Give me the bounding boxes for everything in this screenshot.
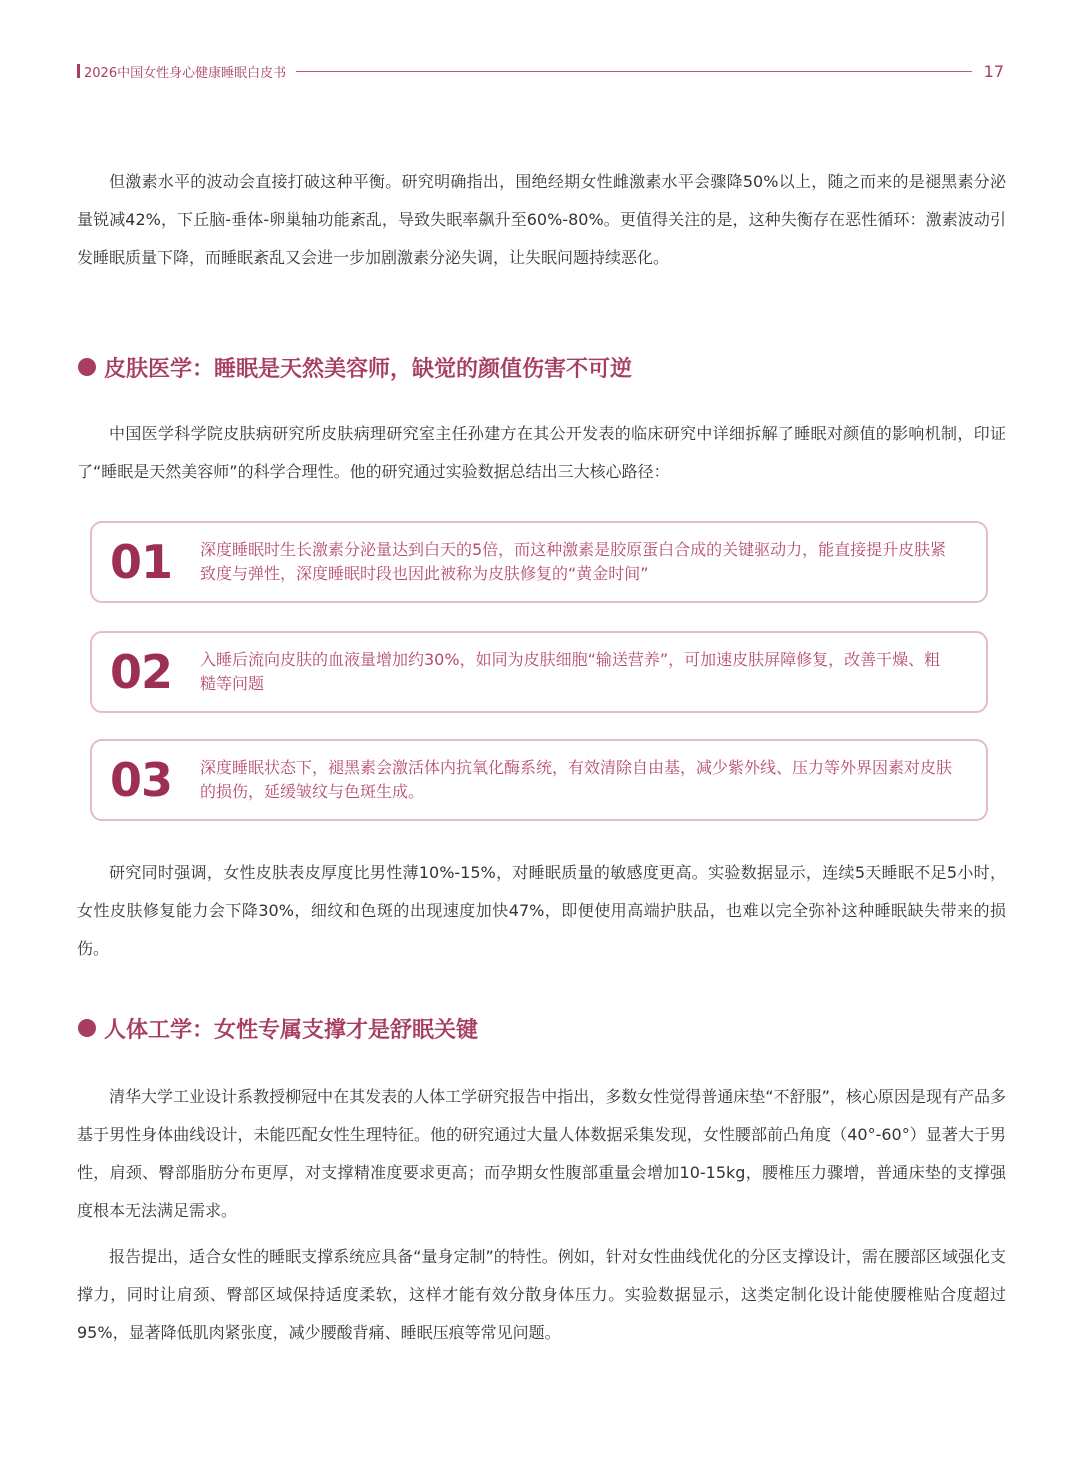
header-title: 2026中国女性身心健康睡眠白皮书 (84, 65, 287, 81)
skin-intro-paragraph: 中国医学科学院皮肤病研究所皮肤病理研究室主任孙建方在其公开发表的临床研究中详细拆解了睡眠对颜值的影响机制，印证了“睡眠是天然美容师”的科学合理性。他的研究通过实验数据总结出三大核心路径： (77, 424, 1006, 481)
card-number: 01 (110, 535, 173, 589)
section-heading-ergonomics (78, 1013, 478, 1043)
page-header (77, 56, 1004, 86)
page-number: 17 (983, 61, 1004, 81)
card-number: 03 (110, 753, 173, 807)
section-heading-text: 皮肤医学：睡眠是天然美容师，缺觉的颜值伤害不可逆 (104, 356, 633, 382)
card-text: 深度睡眠状态下，褪黑素会激活体内抗氧化酶系统，有效清除自由基，减少紫外线、压力等外界因素对皮肤的损伤，延缓皱纹与色斑生成。 (200, 758, 953, 801)
bullet-dot-icon (78, 358, 96, 376)
ergonomics-paragraph-1: 清华大学工业设计系教授柳冠中在其发表的人体工学研究报告中指出，多数女性觉得普通床垫“不舒服”，核心原因是现有产品多基于男性身体曲线设计，未能匹配女性生理特征。他的研究通过大量人体数据采集发现，女性腰部前凸角度（40°-60°）显著大于男性，肩颈、臀部脂肪分布更厚，对支撑精准度要求更高；而孕期女性腹部重量会增加10-15kg，腰椎压力骤增，普通床垫的支撑强度根本无法满足需求。 (77, 1087, 1006, 1220)
finding-card-2 (90, 631, 988, 713)
card-text: 入睡后流向皮肤的血液量增加约30%，如同为皮肤细胞“输送营养”，可加速皮肤屏障修复，改善干燥、粗糙等问题 (200, 650, 941, 693)
finding-card-3 (90, 739, 988, 821)
header-accent-bar (77, 64, 80, 78)
intro-paragraph: 但激素水平的波动会直接打破这种平衡。研究明确指出，围绝经期女性雌激素水平会骤降50%以上，随之而来的是褪黑素分泌量锐减42%，下丘脑-垂体-卵巢轴功能紊乱，导致失眠率飙升至60%-80%。更值得关注的是，这种失衡存在恶性循环：激素波动引发睡眠质量下降，而睡眠紊乱又会进一步加剧激素分泌失调，让失眠问题持续恶化。 (77, 172, 1006, 267)
header-rule (296, 71, 972, 72)
ergonomics-paragraph-2: 报告提出，适合女性的睡眠支撑系统应具备“量身定制”的特性。例如，针对女性曲线优化的分区支撑设计，需在腰部区域强化支撑力，同时让肩颈、臀部区域保持适度柔软，这样才能有效分散身体压力。实验数据显示，这类定制化设计能使腰椎贴合度超过95%，显著降低肌肉紧张度，减少腰酸背痛、睡眠压痕等常见问题。 (77, 1247, 1006, 1342)
finding-card-1 (90, 521, 988, 603)
section-heading-skin (78, 352, 632, 382)
section-heading-text: 人体工学：女性专属支撑才是舒眠关键 (104, 1017, 479, 1043)
card-text: 深度睡眠时生长激素分泌量达到白天的5倍，而这种激素是胶原蛋白合成的关键驱动力，能直接提升皮肤紧致度与弹性，深度睡眠时段也因此被称为皮肤修复的“黄金时间” (200, 540, 947, 583)
bullet-dot-icon (78, 1019, 96, 1037)
skin-outro-paragraph: 研究同时强调，女性皮肤表皮厚度比男性薄10%-15%，对睡眠质量的敏感度更高。实验数据显示，连续5天睡眠不足5小时，女性皮肤修复能力会下降30%，细纹和色斑的出现速度加快47%，即便使用高端护肤品，也难以完全弥补这种睡眠缺失带来的损伤。 (77, 863, 1006, 958)
card-number: 02 (110, 645, 173, 699)
